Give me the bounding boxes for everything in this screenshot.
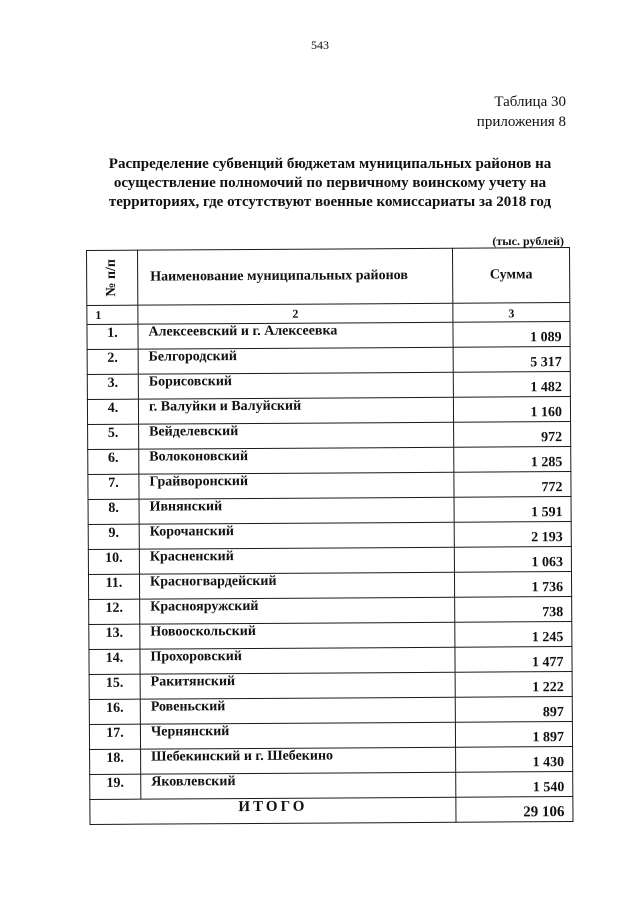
title-line-2: осуществление полномочий по первичному воинскому учету на xyxy=(113,175,547,191)
row-number: 10. xyxy=(88,549,139,574)
title-line-1: Распределение субвенций бюджетам муниципальных районов на xyxy=(108,156,552,172)
district-name: Красногвардейский xyxy=(139,572,454,599)
row-number: 1. xyxy=(87,324,138,349)
column-index-2: 2 xyxy=(138,303,453,324)
district-name: Чернянский xyxy=(140,722,455,749)
row-number: 16. xyxy=(89,699,140,724)
district-name: Ивнянский xyxy=(139,497,454,524)
total-row xyxy=(90,797,573,825)
row-number: 19. xyxy=(90,774,141,799)
district-name: Яковлевский xyxy=(141,772,456,799)
subvention-amount: 1 477 xyxy=(455,647,572,673)
row-number: 11. xyxy=(88,574,139,599)
column-index-3: 3 xyxy=(453,303,570,323)
table-row xyxy=(90,772,573,800)
row-number: 2. xyxy=(87,349,138,374)
subvention-amount: 1 063 xyxy=(454,547,571,573)
row-number: 7. xyxy=(88,474,139,499)
table-row xyxy=(89,672,572,700)
row-number: 5. xyxy=(88,424,139,449)
district-name: Новооскольский xyxy=(140,622,455,649)
district-name: Вейделевский xyxy=(139,422,454,449)
subvention-amount: 772 xyxy=(454,472,571,498)
district-name: Волоконовский xyxy=(139,447,454,474)
table-row xyxy=(89,722,572,750)
subvention-amount: 1 736 xyxy=(454,572,571,598)
row-number: 9. xyxy=(88,524,139,549)
table-row xyxy=(89,597,572,625)
table-row xyxy=(88,447,571,475)
table-row xyxy=(88,497,571,525)
table-row xyxy=(90,747,573,775)
table-row xyxy=(87,347,570,375)
district-name: Прохоровский xyxy=(140,647,455,674)
row-number: 13. xyxy=(89,624,140,649)
subvention-amount: 897 xyxy=(455,697,572,723)
row-number: 15. xyxy=(89,674,140,699)
subvention-amount: 972 xyxy=(454,422,571,448)
row-number: 12. xyxy=(89,599,140,624)
district-name: Ракитянский xyxy=(140,672,455,699)
subvention-amount: 1 160 xyxy=(453,397,570,423)
caption-line-appendix: приложения 8 xyxy=(476,114,566,130)
subvention-amount: 2 193 xyxy=(454,522,571,548)
table-row xyxy=(88,572,571,600)
district-name: Красненский xyxy=(139,547,454,574)
subvention-amount: 1 245 xyxy=(455,622,572,648)
row-number: 14. xyxy=(89,649,140,674)
page-number: 543 xyxy=(311,38,329,52)
column-index-1: 1 xyxy=(87,305,138,324)
subvention-amount: 1 482 xyxy=(453,372,570,398)
district-name: Корочанский xyxy=(139,522,454,549)
subvention-amount: 1 089 xyxy=(453,322,570,348)
subvention-amount: 5 317 xyxy=(453,347,570,373)
subvention-amount: 1 222 xyxy=(455,672,572,698)
header-name: Наименование муниципальных районов xyxy=(138,248,453,305)
header-num-label: № п/п xyxy=(104,259,120,297)
row-number: 4. xyxy=(87,399,138,424)
district-name: Ровеньский xyxy=(140,697,455,724)
row-number: 6. xyxy=(88,449,139,474)
table-row xyxy=(88,522,571,550)
subvention-amount: 738 xyxy=(455,597,572,623)
table-row xyxy=(89,622,572,650)
subvention-amount: 1 540 xyxy=(456,772,573,798)
table-caption xyxy=(477,92,566,132)
row-number: 18. xyxy=(90,749,141,774)
district-name: Алексеевский и г. Алексеевка xyxy=(138,322,453,349)
row-number: 3. xyxy=(87,374,138,399)
total-label: ИТОГО xyxy=(90,797,456,824)
subvention-table xyxy=(86,247,574,825)
title-line-3: территориях, где отсутствуют военные комиссариаты за 2018 год xyxy=(108,194,552,210)
table-row xyxy=(87,372,570,400)
subvention-amount: 1 430 xyxy=(456,747,573,773)
subvention-amount: 1 897 xyxy=(455,722,572,748)
table-row xyxy=(88,422,571,450)
subvention-amount: 1 285 xyxy=(454,447,571,473)
district-name: Краснояружский xyxy=(140,597,455,624)
document-title xyxy=(80,155,580,212)
units-note: (тыс. рублей) xyxy=(492,234,564,248)
table-row xyxy=(88,472,571,500)
header-num xyxy=(87,250,138,305)
table-row xyxy=(88,547,571,575)
table-header-row xyxy=(87,248,570,306)
table-row xyxy=(89,697,572,725)
district-name: Шебекинский и г. Шебекино xyxy=(141,747,456,774)
row-number: 17. xyxy=(89,724,140,749)
table-row xyxy=(87,322,570,350)
header-sum: Сумма xyxy=(452,248,569,304)
total-value: 29 106 xyxy=(456,797,573,823)
district-name: г. Валуйки и Валуйский xyxy=(138,397,453,424)
district-name: Борисовский xyxy=(138,372,453,399)
table-row xyxy=(89,647,572,675)
table-body xyxy=(87,322,573,800)
district-name: Грайворонский xyxy=(139,472,454,499)
table-row xyxy=(87,397,570,425)
caption-line-table: Таблица 30 xyxy=(494,94,566,110)
district-name: Белгородский xyxy=(138,347,453,374)
row-number: 8. xyxy=(88,499,139,524)
subvention-amount: 1 591 xyxy=(454,497,571,523)
